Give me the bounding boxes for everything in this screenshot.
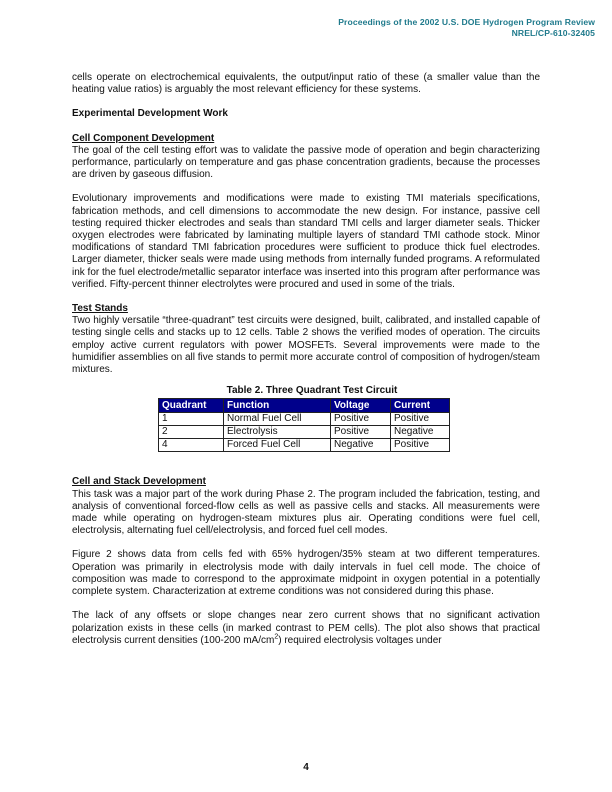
intro-paragraph: cells operate on electrochemical equivalents, the output/input ratio of these (a smaller value than the heating value ratios) is arguably the most relevant efficiency for these systems. bbox=[72, 72, 540, 96]
paragraph-text: The lack of any offsets or slope changes near zero current shows that no significant activation polarization exists in these cells (in marked contrast to PEM cells). The plot also shows that practical electrolysis current densities (100-200 mA/cm bbox=[72, 610, 540, 646]
superscript: 2 bbox=[274, 633, 279, 641]
table-cell: Negative bbox=[391, 426, 450, 439]
table-row bbox=[159, 439, 450, 452]
table-cell: Positive bbox=[331, 413, 391, 426]
table-header-cell: Quadrant bbox=[159, 399, 224, 413]
table-cell: Positive bbox=[391, 413, 450, 426]
table-cell: Normal Fuel Cell bbox=[224, 413, 331, 426]
table-header-cell: Current bbox=[391, 399, 450, 413]
page-header bbox=[338, 17, 595, 39]
paragraph-text: ) required electrolysis voltages under bbox=[278, 634, 442, 646]
cell-stack-paragraph-3 bbox=[72, 610, 540, 647]
cell-stack-paragraph-1: This task was a major part of the work during Phase 2. The program included the fabrication, testing, and analysis of conventional forced-flow cells as well as passive cells and stacks. All measurements were made while operating on hydrogen-steam mixtures plus air. Operating conditions were fuel cell, electrolysis, alternating fuel cell/electrolysis, and forced fuel cell modes. bbox=[72, 488, 540, 537]
table-row bbox=[159, 426, 450, 439]
table-cell: Positive bbox=[331, 426, 391, 439]
table-header-cell: Voltage bbox=[331, 399, 391, 413]
report-number: NREL/CP-610-32405 bbox=[511, 28, 595, 38]
table-cell: 2 bbox=[159, 426, 224, 439]
table-cell: 4 bbox=[159, 439, 224, 452]
cell-stack-paragraph-2: Figure 2 shows data from cells fed with 65% hydrogen/35% steam at two different temperatures. Operation was primarily in electrolysis mode with daily intervals in fuel cell mode. The choice of composition was made to correspond to the approximate midpoint in oxygen potential in a potentially complete system. Characterization at extreme conditions was not considered during this phase. bbox=[72, 549, 540, 598]
table-cell: Negative bbox=[331, 439, 391, 452]
cell-stack-heading: Cell and Stack Development bbox=[72, 476, 206, 488]
table-title: Table 2. Three Quadrant Test Circuit bbox=[226, 385, 398, 397]
page-number: 4 bbox=[303, 762, 309, 773]
table-cell: Positive bbox=[391, 439, 450, 452]
cell-component-paragraph-2: Evolutionary improvements and modifications were made to existing TMI materials specifications, fabrication methods, and cell dimensions to accommodate the new design. For instance, passive cell testing required thicker electrodes and seals than standard TMI cells and larger diameter seals. Thicker oxygen electrodes were fabricated by laminating multiple layers of standard TMI cathode stock. Minor modifications of standard TMI fabrication procedures were sufficient to produce thick fuel electrodes. Larger diameter, thicker seals were made using methods from internally funded programs. A reformulated ink for the fuel electrode/metallic separator interface was inserted into this program after performance was verified. Fifty-percent thinner electrolytes were procured and used in some of the trials. bbox=[72, 193, 540, 290]
cell-component-paragraph-1: The goal of the cell testing effort was to validate the passive mode of operation and begin characterizing performance, particularly on temperature and gas phase concentration gradients, because the processes are driven by gaseous diffusion. bbox=[72, 144, 540, 181]
quadrant-table bbox=[158, 398, 450, 452]
table-cell: 1 bbox=[159, 413, 224, 426]
table-row bbox=[159, 413, 450, 426]
table-cell: Electrolysis bbox=[224, 426, 331, 439]
proceedings-title: Proceedings of the 2002 U.S. DOE Hydrogen Program Review bbox=[338, 17, 595, 27]
table-header-cell: Function bbox=[224, 399, 331, 413]
test-stands-paragraph: Two highly versatile “three-quadrant” test circuits were designed, built, calibrated, and installed capable of testing single cells and stacks up to 12 cells. Table 2 shows the verified modes of operation. The circuits employ active current regulators with power MOSFETs. Several improvements were made to the humidifier assemblies on all five stands to permit more accurate control of composition of hydrogen/steam mixtures. bbox=[72, 315, 540, 376]
section-heading: Experimental Development Work bbox=[72, 108, 228, 120]
table-header-row bbox=[159, 399, 450, 413]
table-2 bbox=[72, 385, 540, 452]
cell-component-heading: Cell Component Development bbox=[72, 132, 215, 144]
table-cell: Forced Fuel Cell bbox=[224, 439, 331, 452]
page-content bbox=[72, 72, 540, 647]
test-stands-heading: Test Stands bbox=[72, 303, 128, 315]
